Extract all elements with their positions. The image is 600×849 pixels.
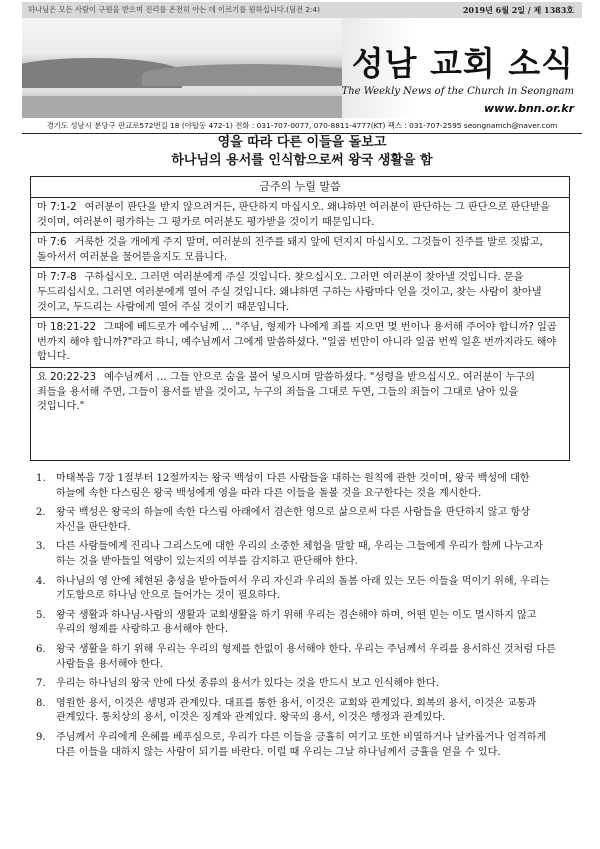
verse-text: 그때에 베드로가 예수님께 … "주님, 형제가 나에게 죄를 지으면 몇 번이나 용서해 주어야 합니까? 일곱 번까지 해야 합니까?"라고 하니, 예수님께서 그에게 말씀하셨다. "일곱 번만이 아니라 일곱 번씩 일흔 번까지라도 해야 합니다. xyxy=(37,322,557,363)
title-area xyxy=(342,18,582,118)
sermon-title-line-1: 영을 따라 다른 이들을 돌보고 xyxy=(217,135,387,150)
photo-shore xyxy=(22,96,342,118)
verse-reference: 마 7:7-8 xyxy=(37,272,77,284)
point-item xyxy=(36,609,556,638)
scripture-box-title: 금주의 누릴 말씀 xyxy=(31,177,569,198)
contact-info: 경기도 성남시 분당구 판교로572번길 18 (야탑동 472-1) 전화 : 031-707-0077, 070-8811-4777(KT) 팩스 : 031-707-2595 seongnamch@naver.com xyxy=(22,120,582,134)
photo-hill xyxy=(142,64,342,86)
point-text: 왕국 생활을 하기 위해 우리는 우리의 형제를 한없이 용서해야 한다. 우리는 주님께서 우리를 용서하신 것처럼 다른 사람들을 용서해야 한다. xyxy=(56,643,556,670)
sermon-title-line-2: 하나님의 용서를 인식함으로써 왕국 생활을 함 xyxy=(171,153,433,168)
verse-reference: 마 18:21-22 xyxy=(37,322,97,334)
masthead xyxy=(22,2,582,122)
verse-reference: 마 7:6 xyxy=(37,237,67,249)
header-verse: 하나님은 모든 사람이 구원을 받으며 진리를 온전히 아는 데 이르기를 원하십니다.(딤전 2:4) xyxy=(28,5,320,14)
verse-text: 여러분이 판단을 받지 않으려거든, 판단하지 마십시오. 왜냐하면 여러분이 판단하는 그 판단으로 판단받을 것이며, 여러분이 평가하는 그 평가로 여러분도 평가받을 것이기 때문입니다. xyxy=(37,202,550,228)
point-text: 하나님의 영 안에 체현된 충성을 받아들여서 우리 자신과 우리의 돌봄 아래 있는 모든 이들을 먹이기 위해, 우리는 기도함으로 하나님 안으로 들어가는 것이 필요하다. xyxy=(56,575,550,602)
sermon-title xyxy=(22,134,582,170)
scripture-verse xyxy=(31,268,569,318)
point-item xyxy=(36,677,556,692)
newsletter-title: 성남 교회 소식 xyxy=(351,44,574,83)
point-text: 다른 사람들에게 진리나 그리스도에 대한 우리의 소중한 체험을 말할 때, 우리는 그들에게 우리가 함께 나누고자 하는 것을 받아들일 역량이 있는지의 여부를 감지하고 판단해야 한다. xyxy=(56,541,543,567)
point-text: 주님께서 우리에게 은혜를 베푸심으로, 우리가 다른 이들을 긍휼히 여기고 또한 비열하거나 날카롭거나 엄격하게 다른 이들을 대하지 않는 사람이 되기를 바란다. 이럴 때 우리는 그날 하나님께서 긍휼을 얻을 수 있다. xyxy=(56,731,547,758)
point-item xyxy=(36,643,556,672)
point-item xyxy=(36,575,556,604)
scripture-verse xyxy=(31,198,569,233)
point-number: 5. xyxy=(36,609,46,621)
point-number: 2. xyxy=(36,507,46,519)
point-item xyxy=(36,472,556,501)
scripture-verse xyxy=(31,318,569,368)
point-number: 6. xyxy=(36,643,46,655)
verse-reference: 마 7:1-2 xyxy=(37,202,77,213)
verse-text: 구하십시오. 그러면 여러분에게 주실 것입니다. 찾으십시오. 그러면 여러분이 찾아낼 것입니다. 문을 두드리십시오. 그러면 여러분에게 열어 주실 것입니다. 왜냐하면 구하는 사람마다 얻을 것이고, 찾는 사람이 찾아낼 것이고, 두드리는 사람에게 열어 주실 것이기 때문입니다. xyxy=(37,272,542,313)
point-text: 왕국 생활과 하나님-사람의 생활과 교회생활을 하기 위해 우리는 겸손해야 하며, 어떤 믿는 이도 멸시하지 않고 우리의 형제를 사랑하고 용서해야 한다. xyxy=(56,609,537,636)
point-item xyxy=(36,697,556,726)
point-item xyxy=(36,506,556,535)
scripture-verse xyxy=(31,368,569,417)
point-item xyxy=(36,731,556,760)
point-number: 7. xyxy=(36,678,46,690)
point-item xyxy=(36,540,556,569)
verse-text: 예수님께서 … 그들 안으로 숨을 불어 넣으시며 말씀하셨다. "성령을 받으십시오. 여러분이 누구의 죄들을 용서해 주면, 그들이 용서를 받을 것이고, 누구의 죄들을 그대로 두면, 그들의 죄들이 그대로 남아 있을 것입니다." xyxy=(37,371,536,413)
issue-number: 2019년 6월 2일 / 제 1383호 xyxy=(462,5,574,15)
point-number: 3. xyxy=(36,541,46,553)
lake-photo xyxy=(22,18,342,118)
scripture-box xyxy=(30,176,570,461)
top-bar xyxy=(22,2,582,19)
website-link[interactable]: www.bnn.or.kr xyxy=(483,102,574,115)
point-number: 4. xyxy=(36,575,46,587)
point-number: 8. xyxy=(36,697,46,709)
point-text: 왕국 백성은 왕국의 하늘에 속한 다스림 아래에서 겸손한 영으로 삶으로써 다른 사람들을 판단하지 않고 항상 자신을 판단한다. xyxy=(56,507,530,533)
point-number: 1. xyxy=(36,473,46,484)
newsletter-subtitle: The Weekly News of the Church in Seongnam xyxy=(341,86,574,97)
verse-reference: 요 20:22-23 xyxy=(37,371,97,383)
scripture-verse xyxy=(31,233,569,268)
verse-text: 거룩한 것을 개에게 주지 말며, 여러분의 진주를 돼지 앞에 던지지 마십시오. 그것들이 진주를 발로 짓밟고, 돌아서서 여러분을 물어뜯을지도 모릅니다. xyxy=(37,237,543,263)
point-text: 영원한 용서, 이것은 생명과 관계있다. 대표를 통한 용서, 이것은 교회와 관계있다. 회복의 용서, 이것은 교통과 관계있다. 통치상의 용서, 이것은 징계와 관계있다. 왕국의 용서, 이것은 행정과 관계있다. xyxy=(56,697,537,724)
sermon-points xyxy=(36,472,556,765)
point-text: 마태복음 7장 1절부터 12절까지는 왕국 백성이 다른 사람들을 대하는 원칙에 관한 것이며, 왕국 백성에 대한 하늘에 속한 다스림은 왕국 백성에게 영을 따라 다른 이들을 돌볼 것을 요구한다는 것을 계시한다. xyxy=(56,473,530,499)
point-number: 9. xyxy=(36,731,46,743)
point-text: 우리는 하나님의 왕국 안에 다섯 종류의 용서가 있다는 것을 반드시 보고 인식해야 한다. xyxy=(56,678,439,690)
